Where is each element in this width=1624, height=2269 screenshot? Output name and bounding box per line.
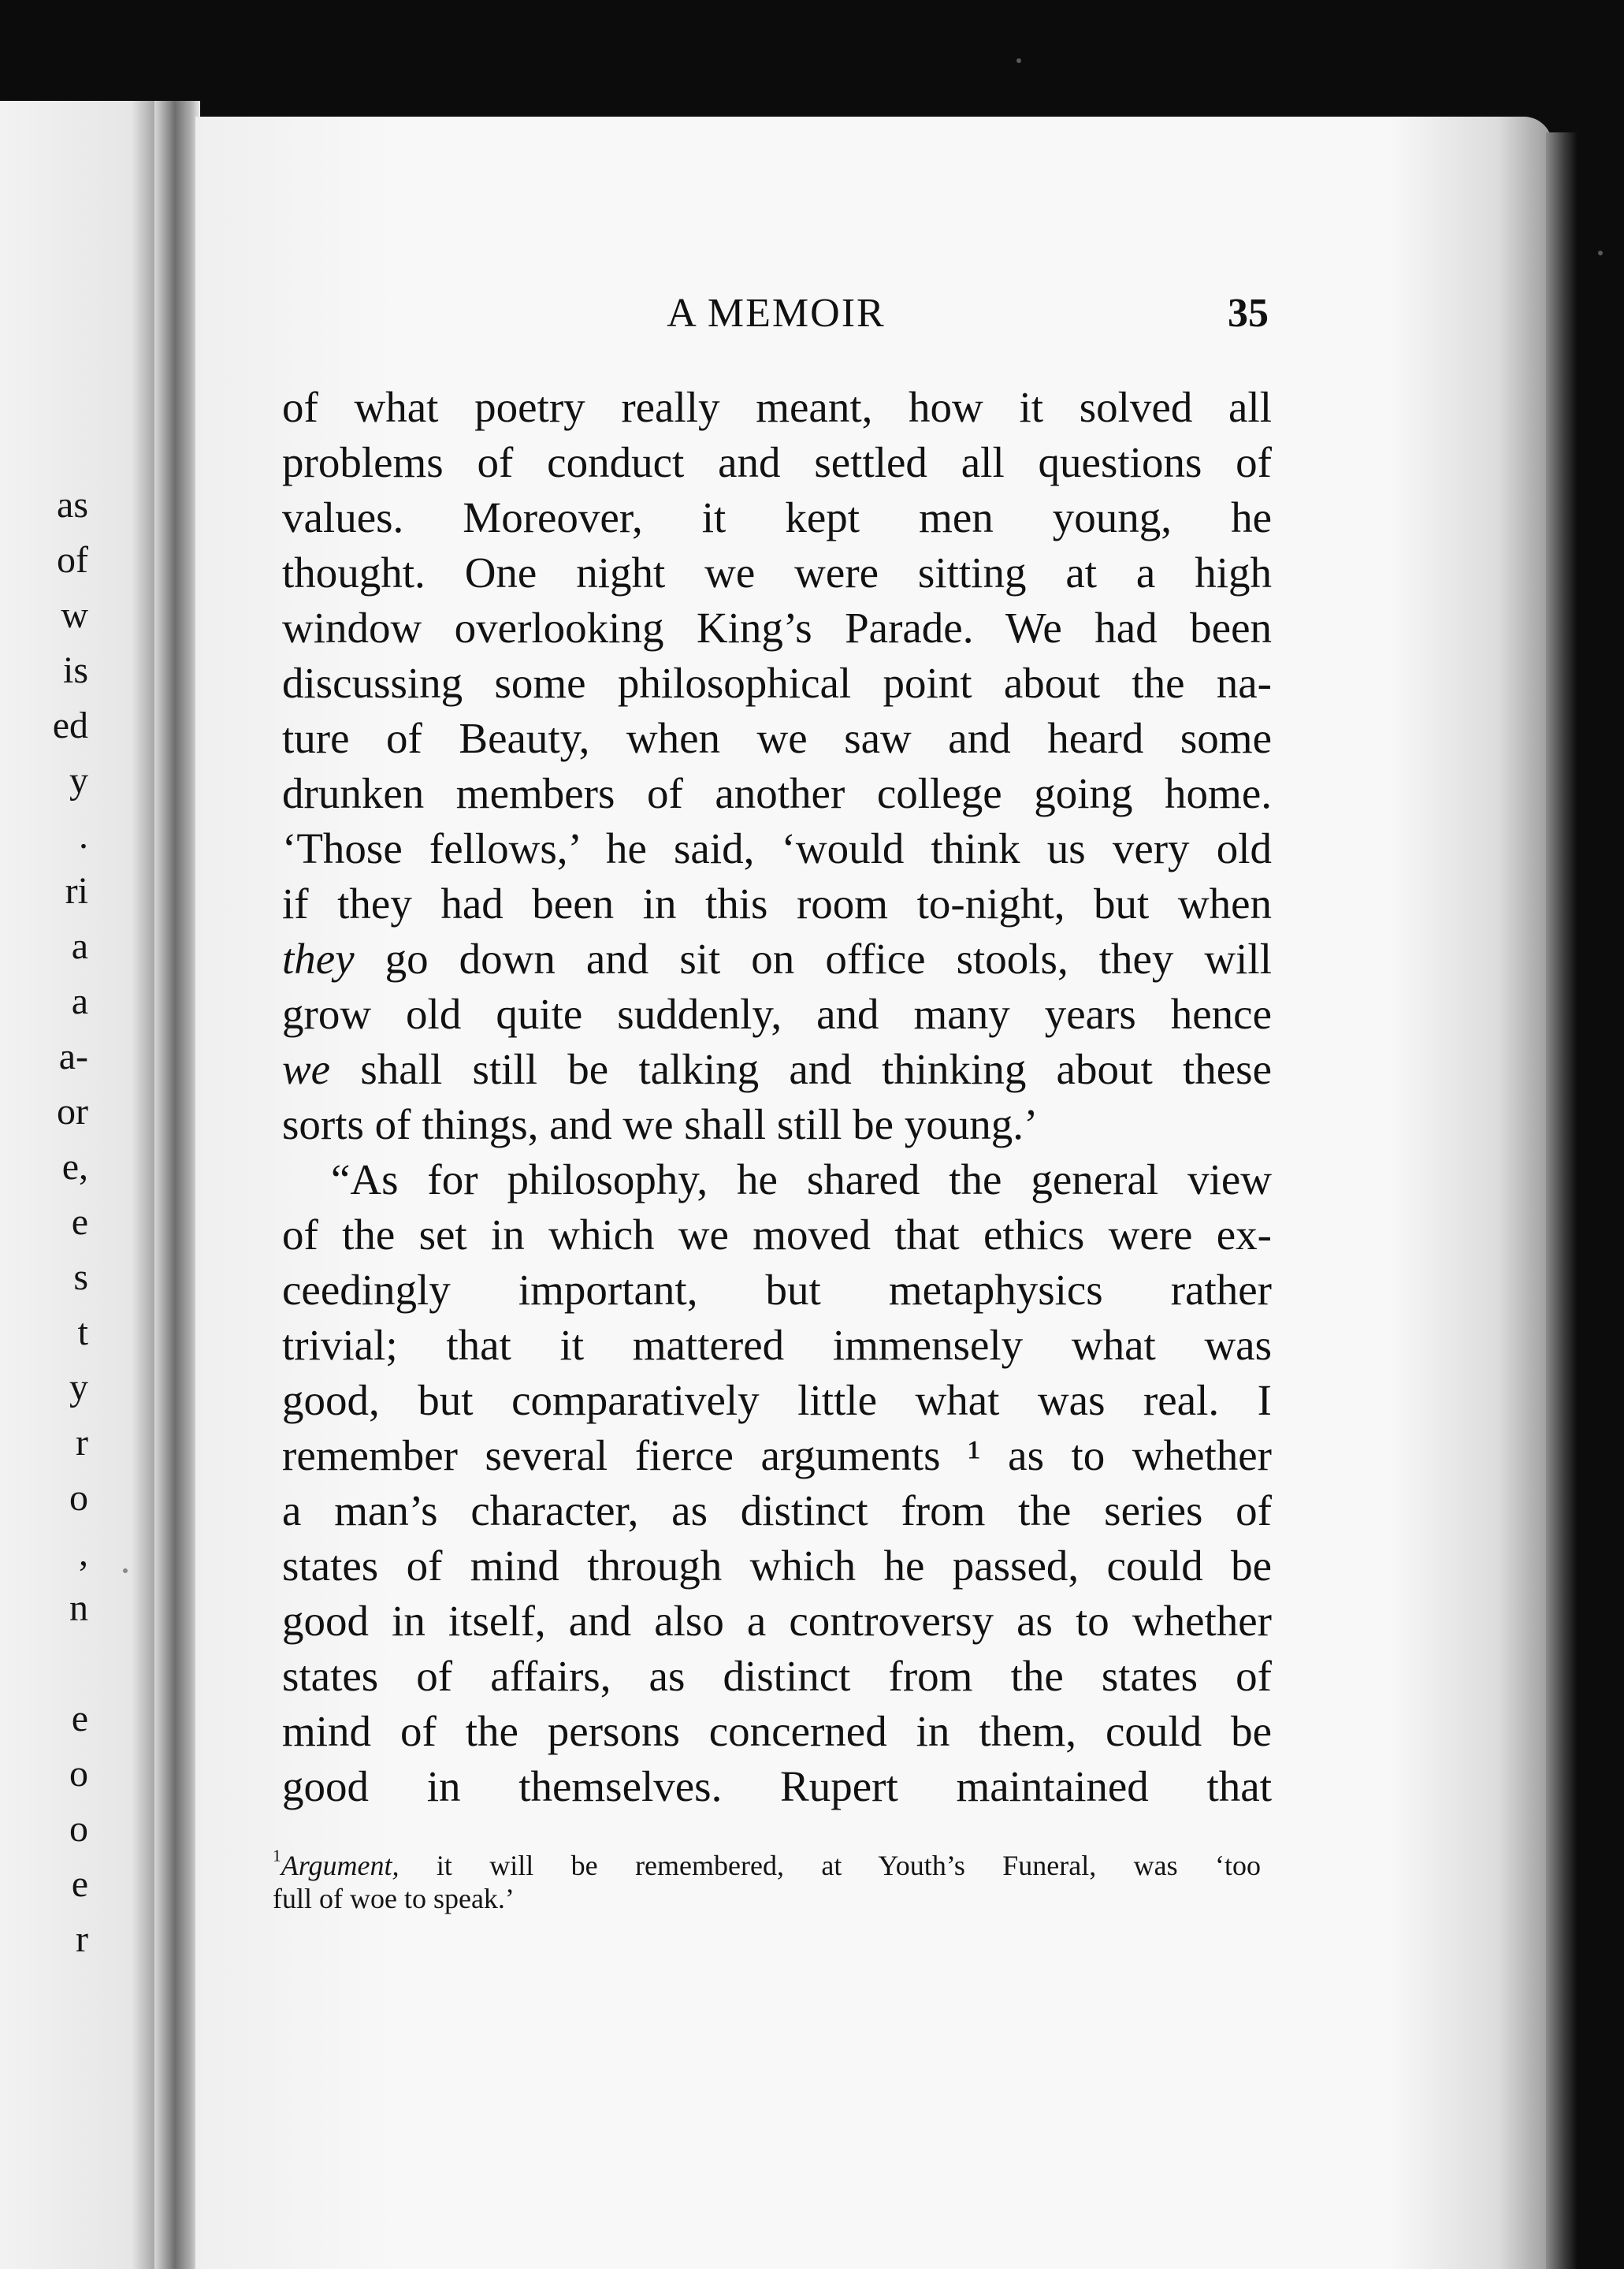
text-line: thought. One night we were sitting at a high bbox=[282, 549, 1272, 597]
text-line: if they had been in this room to-night, but when bbox=[282, 880, 1272, 928]
facing-page-fragment: e bbox=[71, 1863, 88, 1905]
footnote-line: full of woe to speak.’ bbox=[273, 1883, 515, 1914]
facing-page-fragment: y bbox=[69, 760, 88, 802]
footnote-line bbox=[273, 1846, 1261, 1882]
text-line: they go down and sit on office stools, they will bbox=[282, 935, 1272, 983]
facing-page-fragment: e bbox=[71, 1201, 88, 1243]
facing-page-fragment: a- bbox=[58, 1036, 88, 1077]
page-header bbox=[284, 290, 1269, 345]
text-line: ceedingly important, but metaphysics rather bbox=[282, 1266, 1272, 1314]
facing-page-fragment: , bbox=[79, 1532, 88, 1574]
text-line: states of affairs, as distinct from the states of bbox=[282, 1652, 1272, 1700]
text-line: trivial; that it mattered immensely what was bbox=[282, 1321, 1272, 1369]
facing-page-fragment: e, bbox=[61, 1146, 88, 1188]
facing-page-fragment: e bbox=[71, 1698, 88, 1739]
dust-speck bbox=[123, 1568, 128, 1573]
running-title: A MEMOIR bbox=[667, 291, 886, 336]
text-line: grow old quite suddenly, and many years hence bbox=[282, 990, 1272, 1038]
text-line: we shall still be talking and thinking about these bbox=[282, 1045, 1272, 1093]
facing-page-fragment: ri bbox=[65, 870, 88, 912]
italic-word: they bbox=[282, 935, 355, 983]
footnote-text: it will be remembered, at Youth’s Funeral, was ‘too bbox=[399, 1850, 1261, 1881]
text-line: good in itself, and also a controversy as to whether bbox=[282, 1597, 1272, 1645]
dust-speck bbox=[1598, 251, 1603, 255]
book-gutter bbox=[154, 101, 200, 2269]
facing-page-fragment: o bbox=[69, 1808, 88, 1850]
text-line: window overlooking King’s Parade. We had been bbox=[282, 604, 1272, 652]
text-line: of what poetry really meant, how it solved all bbox=[282, 383, 1272, 431]
facing-page-fragment: of bbox=[57, 539, 88, 581]
facing-page-fragment: ed bbox=[52, 705, 88, 746]
text-line: remember several fierce arguments ¹ as to whether bbox=[282, 1431, 1272, 1479]
text-line: ture of Beauty, when we saw and heard some bbox=[282, 714, 1272, 762]
body-text bbox=[282, 380, 1272, 1814]
facing-page-fragment: as bbox=[57, 484, 88, 526]
facing-page-fragment: . bbox=[79, 815, 88, 857]
facing-page-fragment: t bbox=[77, 1311, 88, 1353]
dust-speck bbox=[1016, 58, 1021, 63]
text-line: states of mind through which he passed, could be bbox=[282, 1542, 1272, 1590]
facing-page-fragment: s bbox=[73, 1256, 88, 1298]
facing-page-fragment: a bbox=[71, 980, 88, 1022]
footnote-marker: 1 bbox=[273, 1846, 281, 1865]
facing-page-fragment: w bbox=[61, 594, 88, 636]
facing-page-fragment bbox=[0, 1636, 88, 1691]
text-line: problems of conduct and settled all questions of bbox=[282, 438, 1272, 486]
text-line: sorts of things, and we shall still be young.’ bbox=[282, 1100, 1039, 1148]
facing-page-fragment: y bbox=[69, 1367, 88, 1408]
footnote-italic-word: Argument, bbox=[281, 1850, 399, 1881]
facing-page-fragment: r bbox=[76, 1422, 88, 1464]
text-line: “As for philosophy, he shared the general view bbox=[331, 1155, 1272, 1203]
facing-page-fragment: is bbox=[62, 649, 88, 691]
facing-page-fragment: or bbox=[57, 1091, 88, 1133]
facing-page-fragment: n bbox=[69, 1587, 88, 1629]
facing-page-fragment: r bbox=[76, 1918, 88, 1960]
page-edge-shadow bbox=[1546, 132, 1578, 2269]
text-line: ‘Those fellows,’ he said, ‘would think us very old bbox=[282, 824, 1272, 872]
facing-page-text-fragments bbox=[0, 478, 88, 1967]
facing-page-fragment: o bbox=[69, 1753, 88, 1795]
facing-page-fragment: a bbox=[71, 925, 88, 967]
text-line: drunken members of another college going home. bbox=[282, 769, 1272, 817]
page-number: 35 bbox=[1228, 291, 1269, 336]
facing-page-fragment: o bbox=[69, 1477, 88, 1519]
text-line: good, but comparatively little what was real. I bbox=[282, 1376, 1272, 1424]
text-line: good in themselves. Rupert maintained that bbox=[282, 1762, 1272, 1810]
text-line: a man’s character, as distinct from the series of bbox=[282, 1486, 1272, 1534]
italic-word: we bbox=[282, 1045, 331, 1093]
footnote bbox=[273, 1846, 1261, 1915]
text-line: values. Moreover, it kept men young, he bbox=[282, 493, 1272, 541]
text-line: discussing some philosophical point about the na- bbox=[282, 659, 1272, 707]
text-line: of the set in which we moved that ethics were ex- bbox=[282, 1211, 1272, 1259]
text-line: mind of the persons concerned in them, could be bbox=[282, 1707, 1272, 1755]
